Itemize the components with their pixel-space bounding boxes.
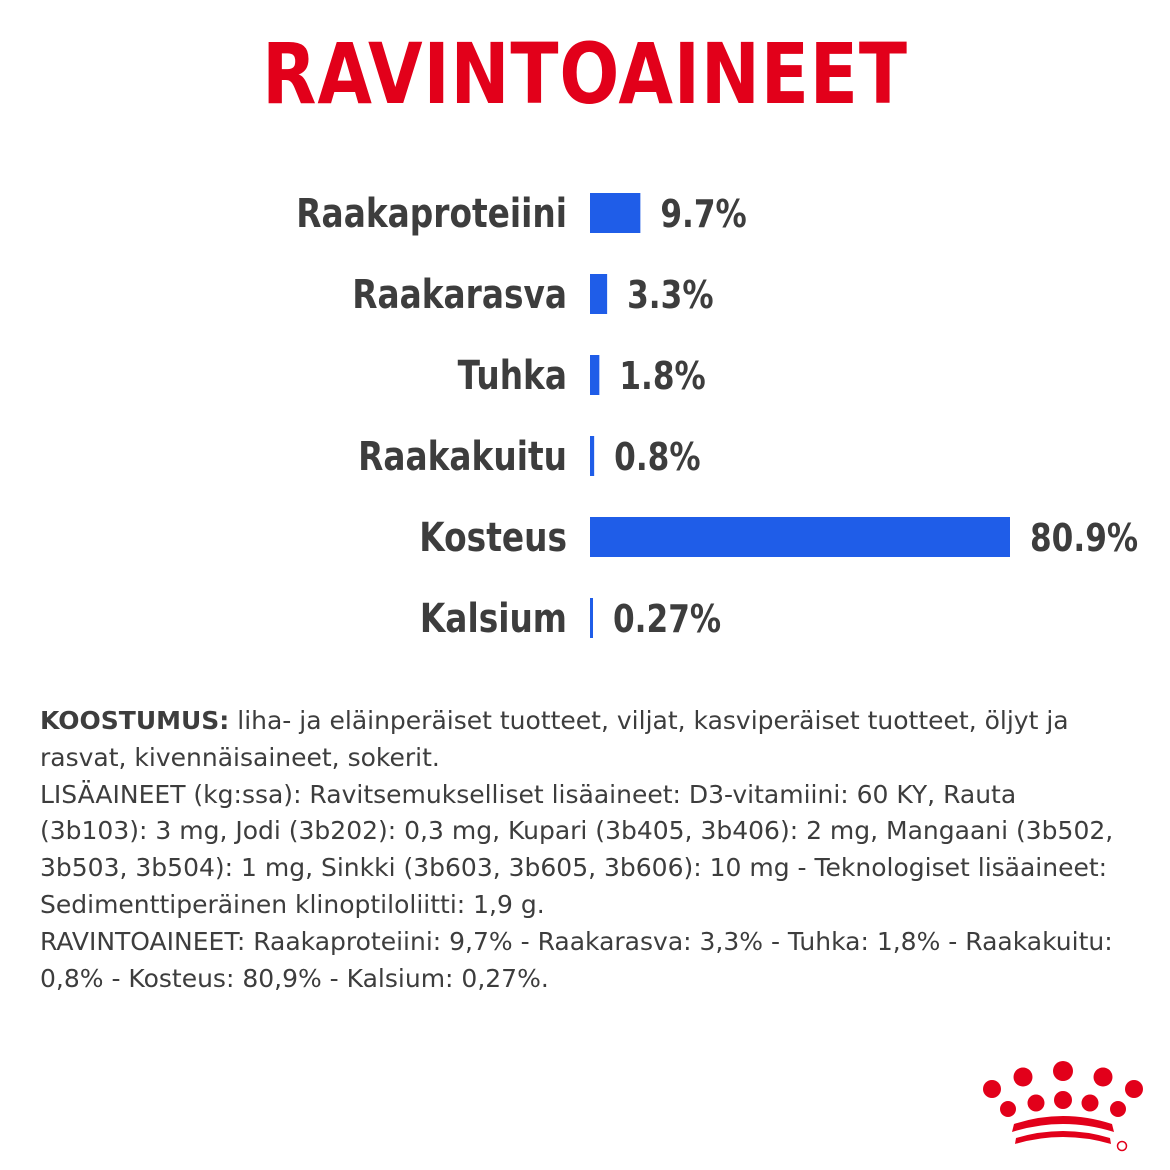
bar xyxy=(590,517,1010,557)
bar xyxy=(590,598,593,638)
category-label: Raakarasva xyxy=(352,272,567,318)
category-label: Kosteus xyxy=(419,515,567,561)
composition-text xyxy=(40,703,1130,997)
value-label: 80.9% xyxy=(1030,516,1139,560)
page-title: RAVINTOAINEET xyxy=(262,25,908,123)
bar xyxy=(590,355,599,395)
value-label: 9.7% xyxy=(660,192,747,236)
category-label: Kalsium xyxy=(419,596,567,642)
crown-logo-icon xyxy=(978,1058,1148,1154)
category-label: Tuhka xyxy=(457,353,567,399)
category-label: Raakaproteiini xyxy=(296,191,567,237)
category-label: Raakakuitu xyxy=(358,434,567,480)
value-label: 0.27% xyxy=(613,597,722,641)
bar xyxy=(590,436,594,476)
ingredients-text: liha- ja eläinperäiset tuotteet, viljat, kasviperäiset tuotteet, öljyt ja rasvat, kivennäisaineet, sokerit. xyxy=(40,706,1069,772)
value-label: 3.3% xyxy=(627,273,714,317)
value-label: 1.8% xyxy=(619,354,706,398)
nutrients-text: RAVINTOAINEET: Raakaproteiini: 9,7% - Raakarasva: 3,3% - Tuhka: 1,8% - Raakakuitu: 0,8% - Kosteus: 80,9% - Kalsium: 0,27%. xyxy=(40,926,1113,993)
bar xyxy=(590,274,607,314)
composition-heading: KOOSTUMUS: xyxy=(40,706,230,735)
value-label: 0.8% xyxy=(614,435,701,479)
bar xyxy=(590,193,640,233)
additives-text: LISÄAINEET (kg:ssa): Ravitsemukselliset lisäaineet: D3-vitamiini: 60 KY, Rauta (3b103): 3 mg, Jodi (3b202): 0,3 mg, Kupari (3b405, 3b406): 2 mg, Mangaani (3b502, 3b503, 3b504): 1 mg, Sinkki (3b603, 3b605, 3b606): 10 mg - Teknologiset lisäaineet: Sedimenttiperäinen klinoptiloliitti: 1,9 g. xyxy=(40,779,1114,919)
ingredients-paragraph xyxy=(40,703,1130,777)
